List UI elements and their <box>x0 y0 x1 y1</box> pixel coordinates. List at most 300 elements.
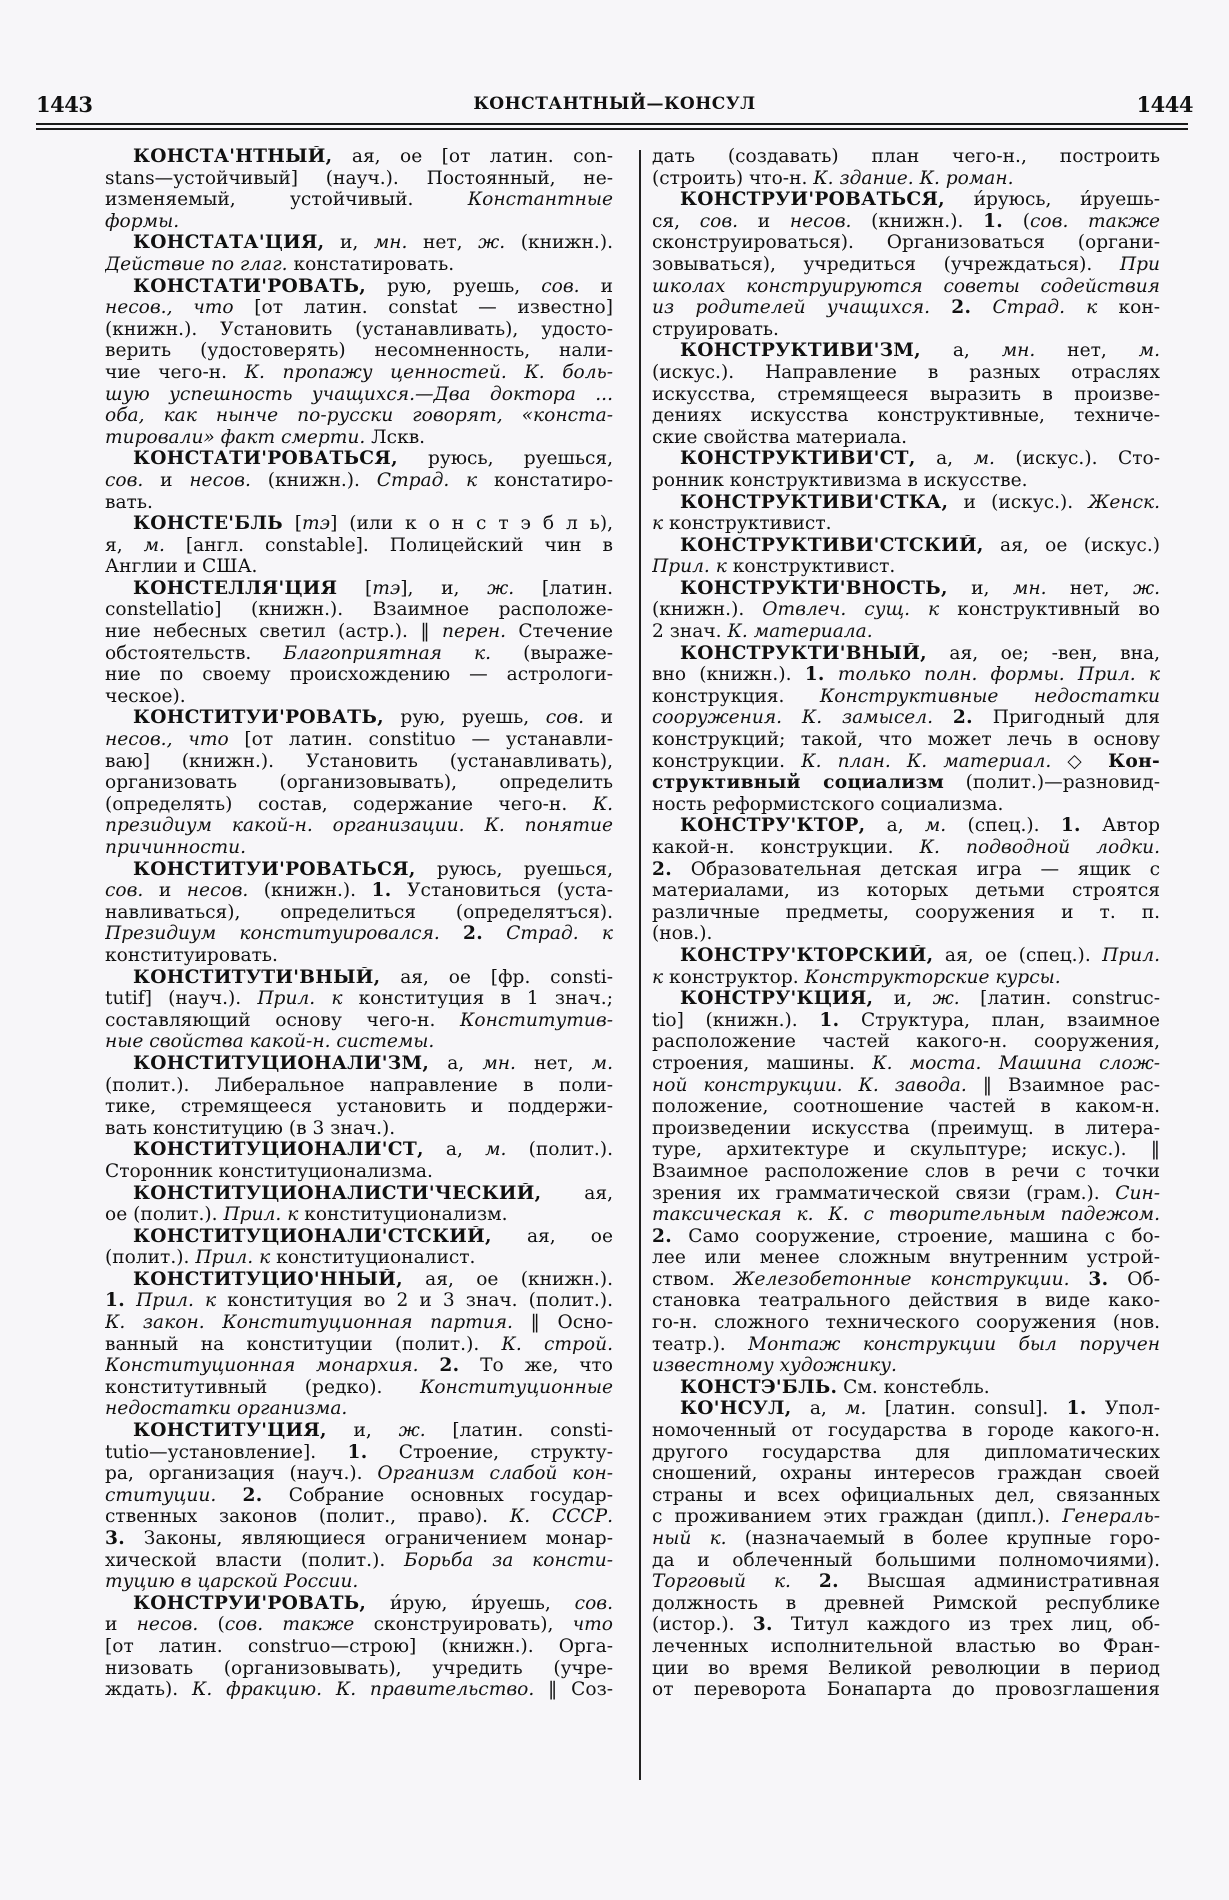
text-line <box>105 1247 613 1269</box>
definition-text: низовать (организовывать), учредить (учре- <box>105 1657 613 1679</box>
text-line <box>105 384 613 406</box>
italic-label: Страд. к <box>992 297 1098 319</box>
italic-label: Прил. к <box>136 1290 217 1312</box>
text-line <box>652 772 1160 794</box>
text-line <box>105 1290 613 1312</box>
italic-label: Конститутив- <box>460 1009 613 1031</box>
headword: 2. <box>242 1484 263 1506</box>
italic-label: м. <box>143 534 165 556</box>
header-rule-bottom <box>36 128 1188 130</box>
italic-label: ной конструкции. К. завода. <box>652 1074 967 1096</box>
definition-text: ность реформистского социализма. <box>652 793 1004 815</box>
text-line <box>105 319 613 341</box>
definition-text: леченных исполнительной властью во Фран- <box>652 1635 1160 1657</box>
definition-text <box>1070 1269 1089 1290</box>
definition-text: и́руюсь, и́руешь- <box>944 189 1160 211</box>
definition-text: (истор.). <box>652 1614 753 1636</box>
text-line <box>105 297 613 319</box>
italic-label: м. <box>1138 340 1160 362</box>
entry-first-line <box>105 1593 613 1615</box>
definition-text: ронник конструктивизма в искусстве. <box>652 469 1028 491</box>
definition-text: лее или менее сложным внутренним устрой- <box>652 1247 1160 1269</box>
entry-first-line <box>105 967 613 989</box>
text-line <box>105 1031 613 1053</box>
definition-text: Титул каждого из трех лиц, об- <box>772 1614 1160 1636</box>
headword: КОНСТИТУИ'РОВАТЬ, <box>133 707 384 729</box>
text-line <box>105 794 613 816</box>
definition-text: положение, соотношение частей в каком-н. <box>652 1096 1160 1118</box>
italic-label: сов. также <box>1030 210 1160 232</box>
italic-label: Генераль- <box>1062 1506 1160 1528</box>
definition-text: а, <box>423 1139 486 1161</box>
definition-text: навливаться), определиться (определятъся). <box>105 901 613 923</box>
definition-text: Англии и США. <box>105 556 258 578</box>
definition-text: констатиро- <box>477 469 613 491</box>
italic-label: ж. <box>932 988 960 1010</box>
definition-text: Лскв. <box>365 426 426 448</box>
definition-text: зовываться), учредиться (учреждаться). <box>652 253 1120 275</box>
italic-label: ж. <box>487 577 515 599</box>
text-line <box>105 621 613 643</box>
text-line <box>652 1183 1160 1205</box>
text-line <box>105 988 613 1010</box>
definition-text: расположение частей какого-н. сооружения, <box>652 1031 1160 1053</box>
italic-label: Железобетонные конструкции. <box>733 1268 1070 1290</box>
headword: 2. <box>951 297 972 319</box>
definition-text: я, <box>105 534 144 556</box>
headword: структивный социализм <box>652 772 945 794</box>
italic-label: К. пропажу ценностей. К. боль- <box>244 361 613 383</box>
italic-label: сов. также <box>224 1614 355 1636</box>
text-line <box>652 1442 1160 1464</box>
definition-text: (полит.)—разновид- <box>944 772 1160 794</box>
text-line <box>652 751 1160 773</box>
entry-first-line <box>105 1183 613 1205</box>
italic-label: несов., что <box>105 729 229 751</box>
text-line <box>105 1528 613 1550</box>
text-line <box>105 1096 613 1118</box>
definition-text: конструктивист. <box>663 513 832 535</box>
definition-text: ние по своему происхождению — астрологи- <box>105 664 613 686</box>
text-line <box>652 232 1160 254</box>
text-line <box>105 1355 613 1377</box>
definition-text <box>930 297 951 318</box>
entry-first-line <box>105 513 613 535</box>
text-line <box>652 1031 1160 1053</box>
entry-first-line <box>105 1139 613 1161</box>
italic-label: Константные <box>467 189 613 211</box>
italic-label: тировали» факт смерти. <box>105 426 366 448</box>
entry-first-line <box>105 1226 613 1248</box>
definition-text: ‖ Соз- <box>534 1679 613 1701</box>
definition-text: конструкция. <box>652 685 820 707</box>
italic-label: Торговый к. <box>652 1571 791 1593</box>
text-line <box>105 902 613 924</box>
definition-text: Высшая административная <box>838 1571 1160 1593</box>
definition-text: да и облеченный большими полномочиями). <box>652 1549 1160 1571</box>
entry-first-line <box>652 492 1160 514</box>
italic-label: Прил. к <box>257 988 343 1010</box>
definition-text: вать конституцию (в 3 знач.). <box>105 1117 396 1139</box>
italic-label: К. здание. К. роман. <box>813 167 1014 189</box>
headword: 2. <box>652 1225 673 1247</box>
text-line <box>105 923 613 945</box>
entry-first-line <box>105 276 613 298</box>
headword: 2. <box>439 1355 460 1377</box>
text-line <box>652 1312 1160 1334</box>
italic-label: перен. <box>441 621 507 643</box>
italic-label: Конституционные <box>419 1376 613 1398</box>
text-line <box>105 1334 613 1356</box>
text-line <box>652 384 1160 406</box>
definition-text: театр.). <box>652 1333 749 1355</box>
definition-text: а, <box>920 340 1002 362</box>
italic-label: К. подводной лодки. <box>919 837 1160 858</box>
text-line <box>105 1161 613 1183</box>
text-line <box>105 1377 613 1399</box>
text-line <box>652 470 1160 492</box>
text-line <box>652 923 1160 945</box>
italic-label: ж. <box>398 1420 426 1442</box>
italic-label: Организм слабой кон- <box>377 1463 613 1485</box>
definition-text: руюсь, руешься, <box>397 448 613 470</box>
text-line <box>652 1485 1160 1507</box>
definition-text: кон- <box>1097 297 1160 319</box>
italic-label: несов. <box>186 880 249 902</box>
headword: КОНСТИТУЦИОНАЛИ'СТСКИЙ, <box>133 1225 492 1247</box>
text-line <box>652 729 1160 751</box>
text-line <box>652 1269 1160 1291</box>
headword: КОНСТРУКТИВИ'СТ, <box>680 448 916 470</box>
italic-label: школах конструируются советы содействия <box>652 275 1160 297</box>
headword: 3. <box>1088 1268 1109 1290</box>
definition-text: конституционалист. <box>270 1247 476 1269</box>
definition-text: ственных законов (полит., право). <box>105 1506 510 1528</box>
definition-text <box>440 923 463 944</box>
italic-label: м. <box>845 1398 867 1420</box>
definition-text: 2 знач. <box>652 621 728 643</box>
text-line <box>652 880 1160 902</box>
italic-label: несов. <box>789 210 852 232</box>
italic-label: таксическая к. К. с творительным падежом. <box>652 1204 1160 1226</box>
definition-text: ая, <box>541 1182 613 1204</box>
text-line <box>652 1550 1160 1572</box>
headword: КОНСТРУКТИВИ'СТСКИЙ, <box>680 534 984 556</box>
headword: 1. <box>983 210 1004 232</box>
text-line <box>105 254 613 276</box>
headword: КОНСТЕ'БЛЬ <box>133 513 283 535</box>
definition-text: какой-н. конструкции. <box>652 837 920 858</box>
definition-text: (искус.). Сто- <box>994 448 1160 470</box>
text-line <box>105 729 613 751</box>
text-line <box>105 686 613 708</box>
definition-text: конституировать. <box>105 944 278 966</box>
text-line <box>652 1355 1160 1377</box>
text-line <box>652 1204 1160 1226</box>
definition-text: ‖ Взаимное рас- <box>966 1074 1160 1096</box>
text-line <box>652 837 1160 859</box>
definition-text: искусства, стремящееся выразить в произве- <box>652 383 1160 405</box>
definition-text: тике, стремящееся установить и поддержи- <box>105 1096 613 1118</box>
definition-text: (строить) что-н. <box>652 167 814 189</box>
definition-text: ся, <box>652 210 700 232</box>
definition-text: Об- <box>1108 1268 1160 1290</box>
italic-label: К. строй. <box>501 1333 613 1355</box>
italic-label: К. СССР. <box>509 1506 613 1528</box>
definition-text: конституция в 1 знач.; <box>342 988 613 1010</box>
text-line <box>652 1161 1160 1183</box>
definition-text: ая, ое (искус.) <box>983 534 1160 556</box>
definition-text: constellatio] (книжн.). Взаимное расположе- <box>105 599 613 621</box>
definition-text: (полит.). <box>105 1247 196 1269</box>
italic-label: Женск. <box>1088 491 1160 513</box>
definition-text: го-н. сложного технического сооружения (нов. <box>652 1312 1160 1334</box>
definition-text: ‖ Осно- <box>512 1312 613 1334</box>
text-line <box>105 1312 613 1334</box>
italic-label: Прил. <box>1102 944 1160 966</box>
headword: КОНСТАТИ'РОВАТЬ, <box>133 275 367 297</box>
definition-text: Упол- <box>1086 1398 1160 1420</box>
text-line <box>105 1658 613 1680</box>
definition-text <box>216 1485 242 1506</box>
text-line <box>105 1506 613 1528</box>
italic-label: ный к. <box>652 1528 727 1549</box>
italic-label: тэ <box>372 577 401 599</box>
definition-text: и <box>738 210 790 232</box>
definition-text: руюсь, руешься, <box>415 858 613 880</box>
definition-text: конструкции. <box>652 750 802 772</box>
definition-text: констатировать. <box>287 253 455 275</box>
text-line <box>652 1636 1160 1658</box>
headword: КОНСТЭ'БЛЬ. <box>680 1376 838 1398</box>
definition-text: конструктивист. <box>726 556 896 578</box>
entry-first-line <box>105 1053 613 1075</box>
text-line <box>652 967 1160 989</box>
entry-first-line <box>652 945 1160 967</box>
definition-text: и, <box>324 232 374 254</box>
headword: КО'НСУЛ, <box>680 1398 792 1420</box>
italic-label: к <box>652 966 664 988</box>
definition-text: конституция во 2 и 3 знач. (полит.). <box>216 1290 613 1312</box>
definition-text: (искус.). Направление в разных отраслях <box>652 361 1160 383</box>
text-line <box>652 599 1160 621</box>
text-line <box>652 686 1160 708</box>
entry-first-line <box>652 340 1160 362</box>
definition-text: другого государства для дипломатических <box>652 1441 1160 1463</box>
italic-label: ституции. <box>105 1484 217 1506</box>
definition-text <box>971 297 992 318</box>
text-line <box>652 556 1160 578</box>
text-line <box>105 340 613 362</box>
definition-text: от переворота Бонапарта до провозглашения <box>652 1679 1160 1701</box>
entry-first-line <box>105 707 613 729</box>
italic-label: мн. <box>482 1052 516 1074</box>
italic-label: сов. <box>105 469 144 491</box>
definition-text <box>825 664 838 685</box>
text-line <box>105 772 613 794</box>
definition-text: [от латин. construo—строю] (книжн.). Орга- <box>105 1635 613 1657</box>
definition-text: сношений, охраны интересов граждан своей <box>652 1463 1160 1485</box>
italic-label: ж. <box>478 232 506 254</box>
definition-text: и (искус.). <box>948 491 1089 513</box>
text-line <box>105 751 613 773</box>
definition-text: [ <box>282 513 303 535</box>
definition-text: ра, организация (науч.). <box>105 1463 378 1485</box>
text-line <box>105 945 613 967</box>
definition-text: организовать (организовывать), определить <box>105 772 613 794</box>
italic-label: Конструкторские курсы. <box>804 966 1061 988</box>
text-line <box>652 1614 1160 1636</box>
definition-text: (нов.). <box>652 923 713 945</box>
definition-text: становка театрального действия в виде како- <box>652 1290 1160 1312</box>
text-line <box>652 859 1160 881</box>
text-line <box>652 405 1160 427</box>
italic-label: сов. <box>545 707 585 729</box>
definition-text: tutio—установление]. <box>105 1441 348 1463</box>
definition-text: Структура, план, взаимное <box>839 1009 1160 1031</box>
definition-text: конструктивный во <box>939 599 1160 621</box>
text-line <box>105 837 613 859</box>
text-line <box>105 556 613 578</box>
definition-text: tio] (книжн.). <box>652 1009 820 1031</box>
italic-label: причинности. <box>105 837 247 858</box>
text-line <box>652 146 1160 168</box>
definition-text: нет, <box>1035 340 1139 362</box>
definition-text: и, <box>873 988 933 1010</box>
italic-label: к <box>652 513 664 535</box>
definition-text: и, <box>947 577 1013 599</box>
italic-label: оба, как нынче по-русски говорят, «конста- <box>105 405 613 427</box>
text-line <box>652 707 1160 729</box>
definition-text: ции во время Великой революции в период <box>652 1657 1160 1679</box>
text-line <box>652 1075 1160 1097</box>
text-line <box>652 513 1160 535</box>
text-line <box>105 643 613 665</box>
definition-text: туре, архитектуре и скульптуре; искус.). ‖ <box>652 1139 1160 1161</box>
text-line <box>652 319 1160 341</box>
definition-text: дениях искусства конструктивные, техниче- <box>652 405 1160 427</box>
italic-label: сов. <box>574 1592 613 1614</box>
entry-first-line <box>105 1420 613 1442</box>
italic-label: тэ <box>302 513 331 535</box>
definition-text: ваю] (книжн.). Установить (устанавливать), <box>105 750 613 772</box>
italic-label: что <box>572 1614 613 1636</box>
text-line <box>652 297 1160 319</box>
headword: 1. <box>105 1290 126 1312</box>
definition-text: ◇ <box>1051 750 1109 772</box>
definition-text: [англ. constable]. Полицейский чин в <box>164 534 613 556</box>
text-line <box>652 1593 1160 1615</box>
entry-first-line <box>652 815 1160 837</box>
text-line <box>105 1679 613 1701</box>
italic-label: Президиум конституировался. <box>105 923 440 945</box>
italic-label: сооружения. К. замысел. <box>652 707 933 729</box>
definition-text: и, <box>326 1420 399 1442</box>
definition-text: Образовательная детская игра — ящик с <box>672 858 1160 880</box>
definition-text: и <box>143 469 190 491</box>
definition-text: конструктор. <box>663 966 805 988</box>
entry-first-line <box>652 578 1160 600</box>
definition-text: [латин. construc- <box>959 988 1160 1010</box>
italic-label: формы. <box>105 210 180 232</box>
text-line <box>105 815 613 837</box>
entry-first-line <box>652 1398 1160 1420</box>
italic-label: мн. <box>1012 577 1047 599</box>
definition-text: а, <box>429 1052 483 1074</box>
definition-text: хической власти (полит.). <box>105 1549 405 1571</box>
headword: КОНСТРУКТИВИ'ЗМ, <box>680 340 921 362</box>
text-line <box>652 1420 1160 1442</box>
italic-label: известному художнику. <box>652 1355 897 1377</box>
text-line <box>105 1485 613 1507</box>
italic-label: несов. <box>189 469 251 491</box>
definition-text: конструкций; такой, что может лечь в основу <box>652 729 1160 751</box>
definition-text: страны и всех официальных дел, связанных <box>652 1484 1160 1506</box>
headword: 3. <box>105 1528 126 1549</box>
headword: 2. <box>652 858 673 880</box>
definition-text: То же, что <box>459 1355 613 1377</box>
italic-label: недостатки организма. <box>105 1398 348 1420</box>
text-line <box>652 1053 1160 1075</box>
italic-label: несов., что <box>105 297 234 319</box>
headword: Кон- <box>1108 750 1160 772</box>
headword: КОНСТИТУТИ'ВНЫЙ, <box>133 966 381 988</box>
definition-text: [латин. consul]. <box>866 1398 1067 1420</box>
headword: 1. <box>804 664 825 686</box>
definition-text: ние небесных светил (астр.). ‖ <box>105 621 442 643</box>
definition-text: ое (полит.). <box>105 1204 224 1226</box>
definition-text: (книжн.). <box>248 880 372 902</box>
definition-text: ая, ое (спец.). <box>933 944 1103 966</box>
text-line <box>652 621 1160 643</box>
definition-text: а, <box>915 448 974 470</box>
italic-label: К. закон. Конституционная партия. <box>105 1312 513 1334</box>
definition-text: (определять) состав, содержание чего-н. <box>105 793 593 815</box>
running-head: КОНСТАНТНЫЙ—КОНСУЛ <box>473 94 756 114</box>
definition-text: материалами, из которых детьми строятся <box>652 880 1160 902</box>
entry-first-line <box>652 988 1160 1010</box>
entry-first-line <box>105 578 613 600</box>
right-page-number: 1444 <box>1136 92 1193 117</box>
headword: 1. <box>347 1441 368 1463</box>
italic-label: сов. <box>105 880 144 902</box>
italic-label: м. <box>924 815 947 837</box>
header-rule-top <box>36 123 1188 125</box>
definition-text: вно (книжн.). <box>652 664 805 686</box>
text-line <box>105 470 613 492</box>
definition-text: [латин. consti- <box>425 1420 613 1442</box>
definition-text: (книжн.). Установить (устанавливать), удосто- <box>105 318 613 340</box>
definition-text: Сторонник конституционализма. <box>105 1160 433 1182</box>
entry-first-line <box>652 535 1160 557</box>
definition-text: Установиться (уста- <box>391 880 613 902</box>
entry-first-line <box>652 643 1160 665</box>
text-line <box>652 1118 1160 1140</box>
definition-text: вать. <box>105 491 153 513</box>
text-line <box>105 1398 613 1420</box>
italic-label: К. <box>592 793 613 815</box>
text-line <box>105 1614 613 1636</box>
text-line <box>652 1010 1160 1032</box>
text-line <box>105 880 613 902</box>
headword: 1. <box>1060 815 1081 837</box>
text-line <box>652 1463 1160 1485</box>
text-line <box>652 1334 1160 1356</box>
text-line <box>105 211 613 233</box>
definition-text: ая, ое [от латин. con- <box>332 146 613 167</box>
definition-text: Законы, являющиеся ограничением монар- <box>125 1528 613 1549</box>
italic-label: Действие по глаг. <box>105 253 288 275</box>
